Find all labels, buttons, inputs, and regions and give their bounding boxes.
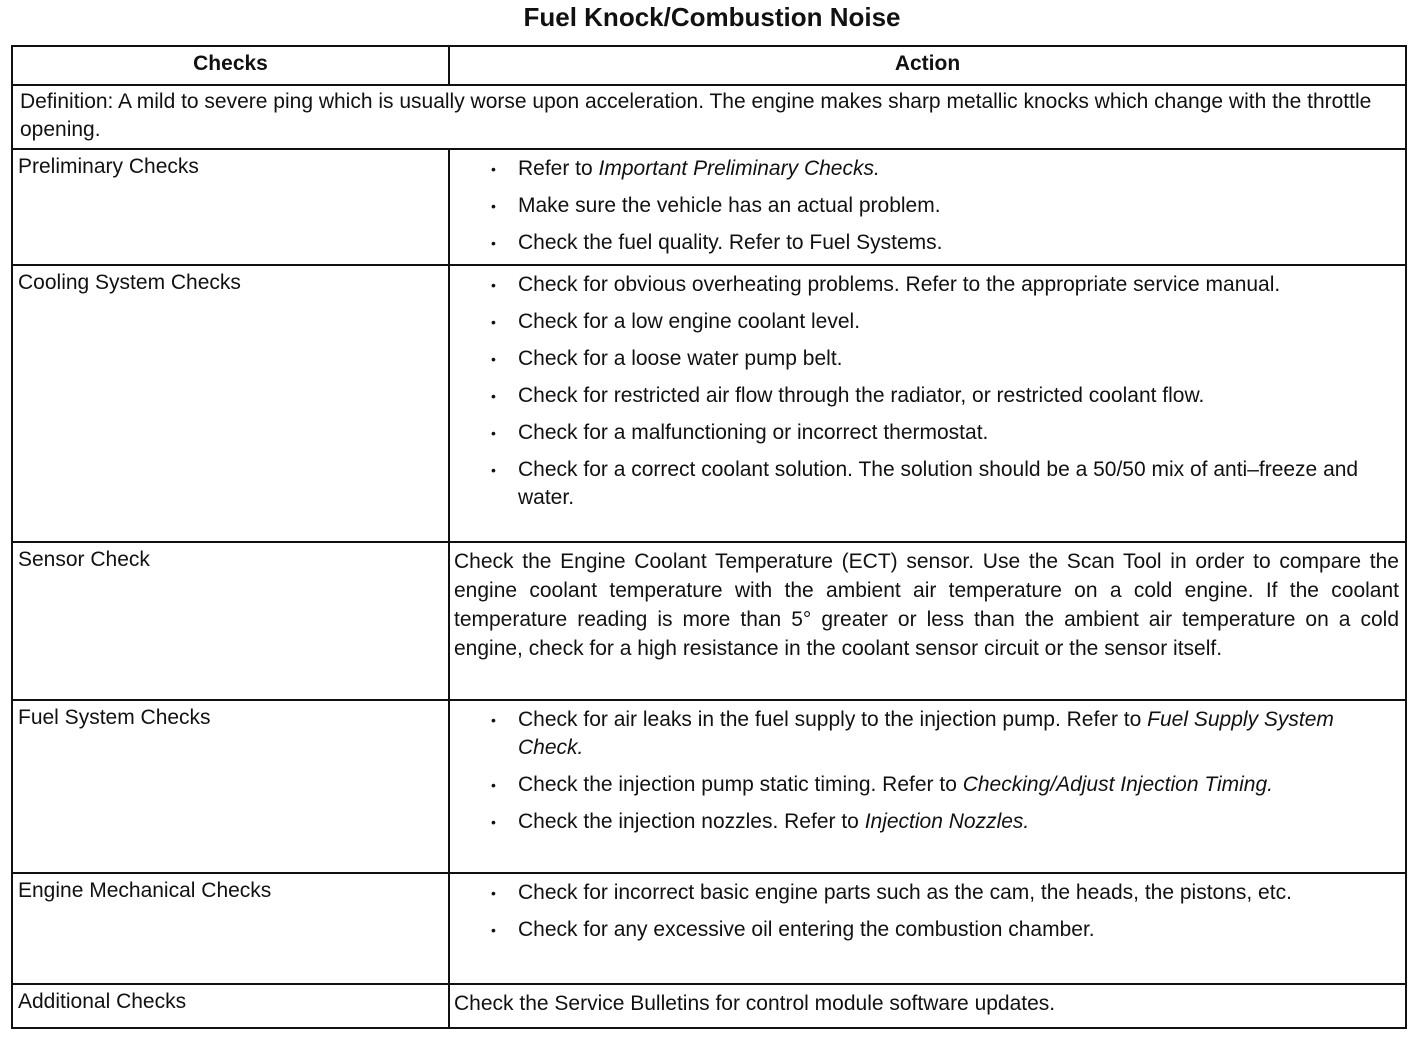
action-list [451, 151, 1404, 263]
list-item: • Check the injection nozzles. Refer to Injection Nozzles. [518, 808, 1360, 836]
header-row [12, 46, 1406, 85]
diagnostic-table [11, 45, 1407, 1029]
action-header: Action [449, 46, 1406, 85]
definition-text: Definition: A mild to severe ping which is usually worse upon acceleration. The engine makes sharp metallic knocks which change with the throttle opening. [12, 85, 1406, 149]
list-item: • Make sure the vehicle has an actual problem. [518, 192, 1360, 220]
checks-header: Checks [12, 46, 449, 85]
list-item: • Check for air leaks in the fuel supply to the injection pump. Refer to Fuel Supply System Check. [518, 706, 1360, 762]
action-cell [449, 265, 1406, 542]
check-label: Sensor Check [12, 542, 449, 700]
action-text: Check the Engine Coolant Temperature (ECT) sensor. Use the Scan Tool in order to compare the engine coolant temperature with the ambient air temperature on a cold engine. If the coolant temperature reading is more than 5° greater or less than the ambient air temperature on a cold engine, check for a high resistance in the coolant sensor circuit or the sensor itself. [449, 542, 1406, 700]
reference-link: Fuel Supply System Check. [518, 708, 1334, 759]
action-cell [449, 873, 1406, 984]
action-list [451, 267, 1404, 518]
list-item: • Check for any excessive oil entering the combustion chamber. [518, 916, 1360, 944]
check-label: Fuel System Checks [12, 700, 449, 873]
action-cell [449, 149, 1406, 265]
action-text: Check the Service Bulletins for control module software updates. [449, 984, 1406, 1028]
list-item: • Check for a low engine coolant level. [518, 308, 1360, 336]
table-row [12, 700, 1406, 873]
list-item: • Refer to Important Preliminary Checks. [518, 155, 1360, 183]
reference-link: Important Preliminary Checks. [598, 157, 880, 180]
action-cell [449, 700, 1406, 873]
table-row [12, 873, 1406, 984]
page-title: Fuel Knock/Combustion Noise [523, 2, 901, 32]
list-item: • Check for a loose water pump belt. [518, 345, 1360, 373]
action-list [451, 702, 1404, 842]
definition-row [12, 85, 1406, 149]
check-label: Cooling System Checks [12, 265, 449, 542]
table-row [12, 542, 1406, 700]
table-row [12, 149, 1406, 265]
action-list [451, 875, 1404, 950]
reference-link: Injection Nozzles. [864, 810, 1030, 833]
reference-link: Checking/Adjust Injection Timing. [962, 773, 1273, 796]
list-item: • Check the fuel quality. Refer to Fuel Systems. [518, 229, 1360, 257]
check-label: Preliminary Checks [12, 149, 449, 265]
table-row [12, 984, 1406, 1028]
list-item: • Check for incorrect basic engine parts such as the cam, the heads, the pistons, etc. [518, 879, 1360, 907]
table-row [12, 265, 1406, 542]
check-label: Engine Mechanical Checks [12, 873, 449, 984]
list-item: • Check for a malfunctioning or incorrect thermostat. [518, 419, 1360, 447]
list-item: • Check for obvious overheating problems. Refer to the appropriate service manual. [518, 271, 1360, 299]
list-item: • Check for restricted air flow through the radiator, or restricted coolant flow. [518, 382, 1360, 410]
check-label: Additional Checks [12, 984, 449, 1028]
list-item: • Check for a correct coolant solution. The solution should be a 50/50 mix of anti–freeze and water. [518, 456, 1360, 512]
list-item: • Check the injection pump static timing. Refer to Checking/Adjust Injection Timing. [518, 771, 1360, 799]
